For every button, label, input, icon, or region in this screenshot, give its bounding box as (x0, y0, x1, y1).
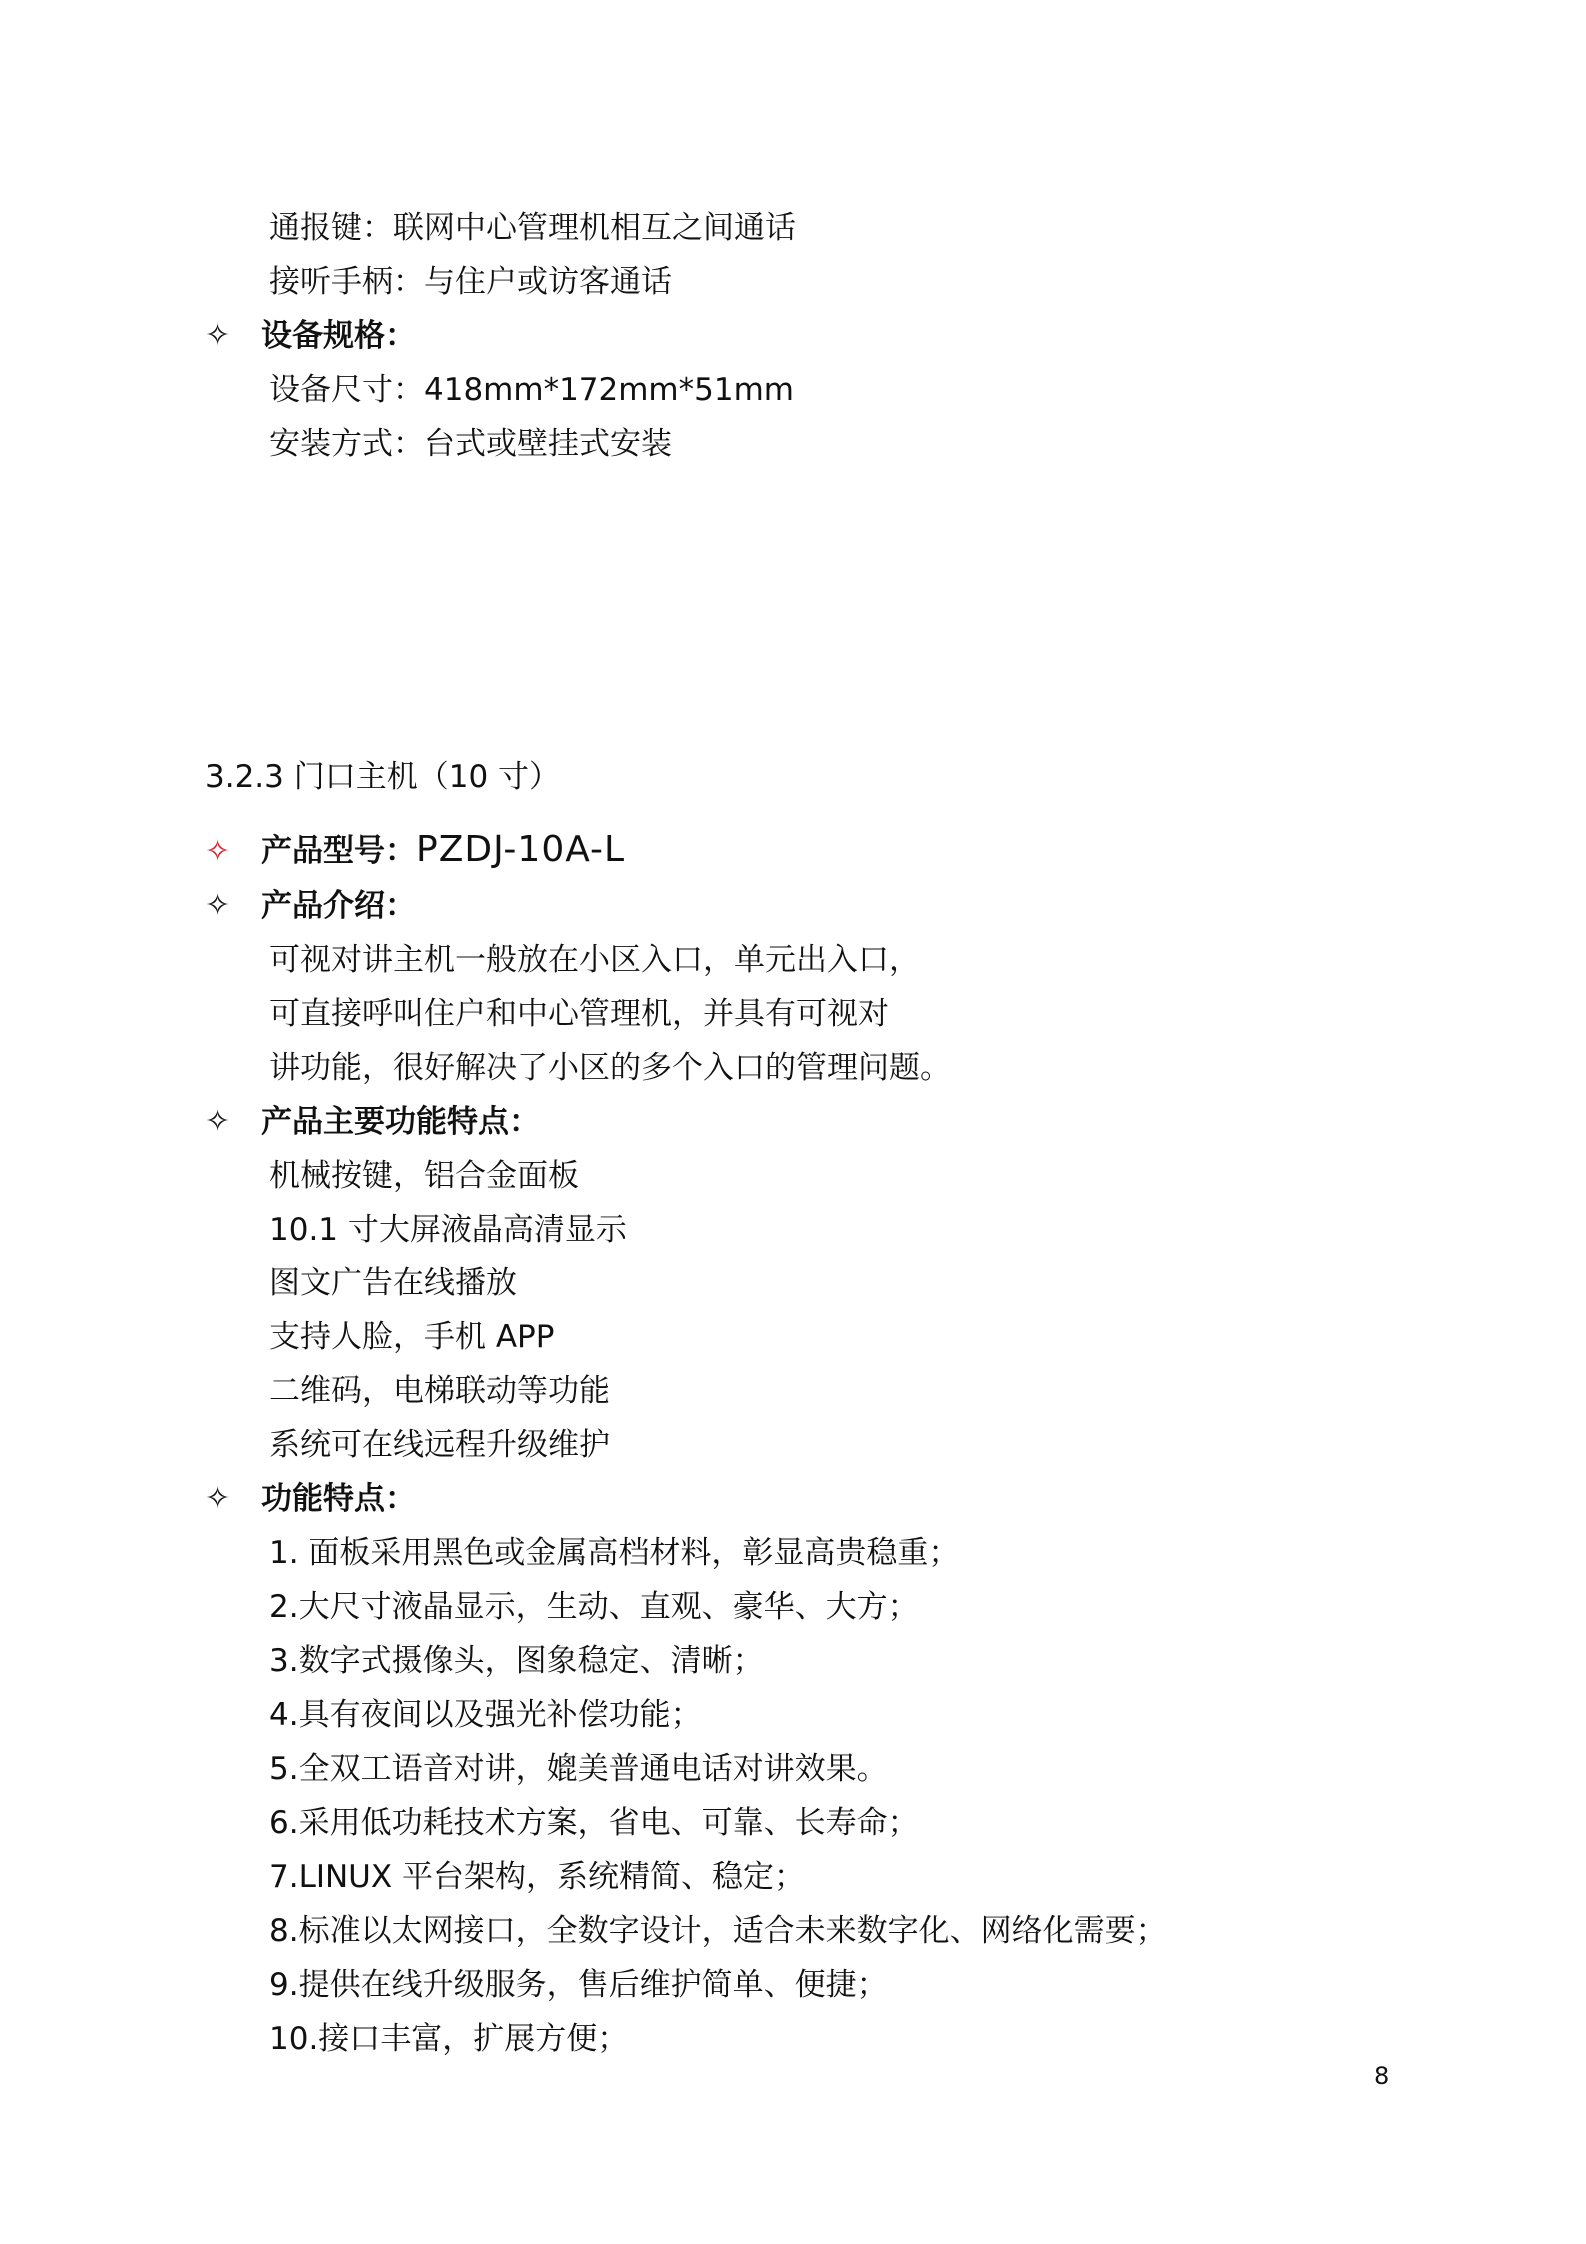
feature-line: 7.LINUX 平台架构，系统精简、稳定； (269, 1859, 805, 1895)
spec-size-line: 设备尺寸：418mm*172mm*51mm (269, 372, 794, 408)
text-line-notify-key: 通报键：联网中心管理机相互之间通话 (269, 210, 796, 246)
model-heading (261, 830, 625, 871)
diamond-bullet-icon: ✧ (205, 834, 231, 869)
diamond-bullet-icon: ✧ (205, 1104, 231, 1139)
spec-install-line: 安装方式：台式或壁挂式安装 (269, 426, 672, 462)
model-value: PZDJ-10A-L (416, 829, 626, 870)
page-number: 8 (1374, 2062, 1390, 2090)
diamond-bullet-icon: ✧ (205, 318, 231, 353)
intro-heading: 产品介绍： (261, 888, 416, 924)
features-heading: 功能特点： (261, 1481, 416, 1517)
feature-line: 9.提供在线升级服务，售后维护简单、便捷； (269, 1967, 888, 2003)
main-feature-line: 图文广告在线播放 (269, 1265, 517, 1301)
feature-line: 1. 面板采用黑色或金属高档材料，彰显高贵稳重； (269, 1535, 960, 1571)
diamond-bullet-icon: ✧ (205, 1481, 231, 1516)
intro-line: 可视对讲主机一般放在小区入口，单元出入口， (269, 942, 920, 978)
feature-line: 3.数字式摄像头，图象稳定、清晰； (269, 1643, 764, 1679)
feature-line: 2.大尺寸液晶显示，生动、直观、豪华、大方； (269, 1589, 919, 1625)
feature-line: 10.接口丰富，扩展方便； (269, 2021, 629, 2057)
text-line-handset: 接听手柄：与住户或访客通话 (269, 264, 672, 300)
main-feature-line: 系统可在线远程升级维护 (269, 1427, 610, 1463)
main-feature-line: 支持人脸，手机 APP (269, 1319, 555, 1355)
main-feature-line: 机械按键，铝合金面板 (269, 1158, 579, 1194)
diamond-bullet-icon: ✧ (205, 888, 231, 923)
model-label: 产品型号： (261, 833, 416, 869)
intro-line: 可直接呼叫住户和中心管理机，并具有可视对 (269, 996, 889, 1032)
main-feature-line: 10.1 寸大屏液晶高清显示 (269, 1212, 627, 1248)
section-title: 3.2.3 门口主机（10 寸） (205, 759, 561, 795)
feature-line: 4.具有夜间以及强光补偿功能； (269, 1697, 702, 1733)
feature-line: 6.采用低功耗技术方案，省电、可靠、长寿命； (269, 1805, 919, 1841)
main-feature-line: 二维码，电梯联动等功能 (269, 1373, 610, 1409)
feature-line: 8.标准以太网接口，全数字设计，适合未来数字化、网络化需要； (269, 1913, 1167, 1949)
intro-line: 讲功能，很好解决了小区的多个入口的管理问题。 (269, 1050, 951, 1086)
feature-line: 5.全双工语音对讲，媲美普通电话对讲效果。 (269, 1751, 888, 1787)
spec-heading: 设备规格： (261, 318, 416, 354)
main-features-heading: 产品主要功能特点： (261, 1104, 540, 1140)
